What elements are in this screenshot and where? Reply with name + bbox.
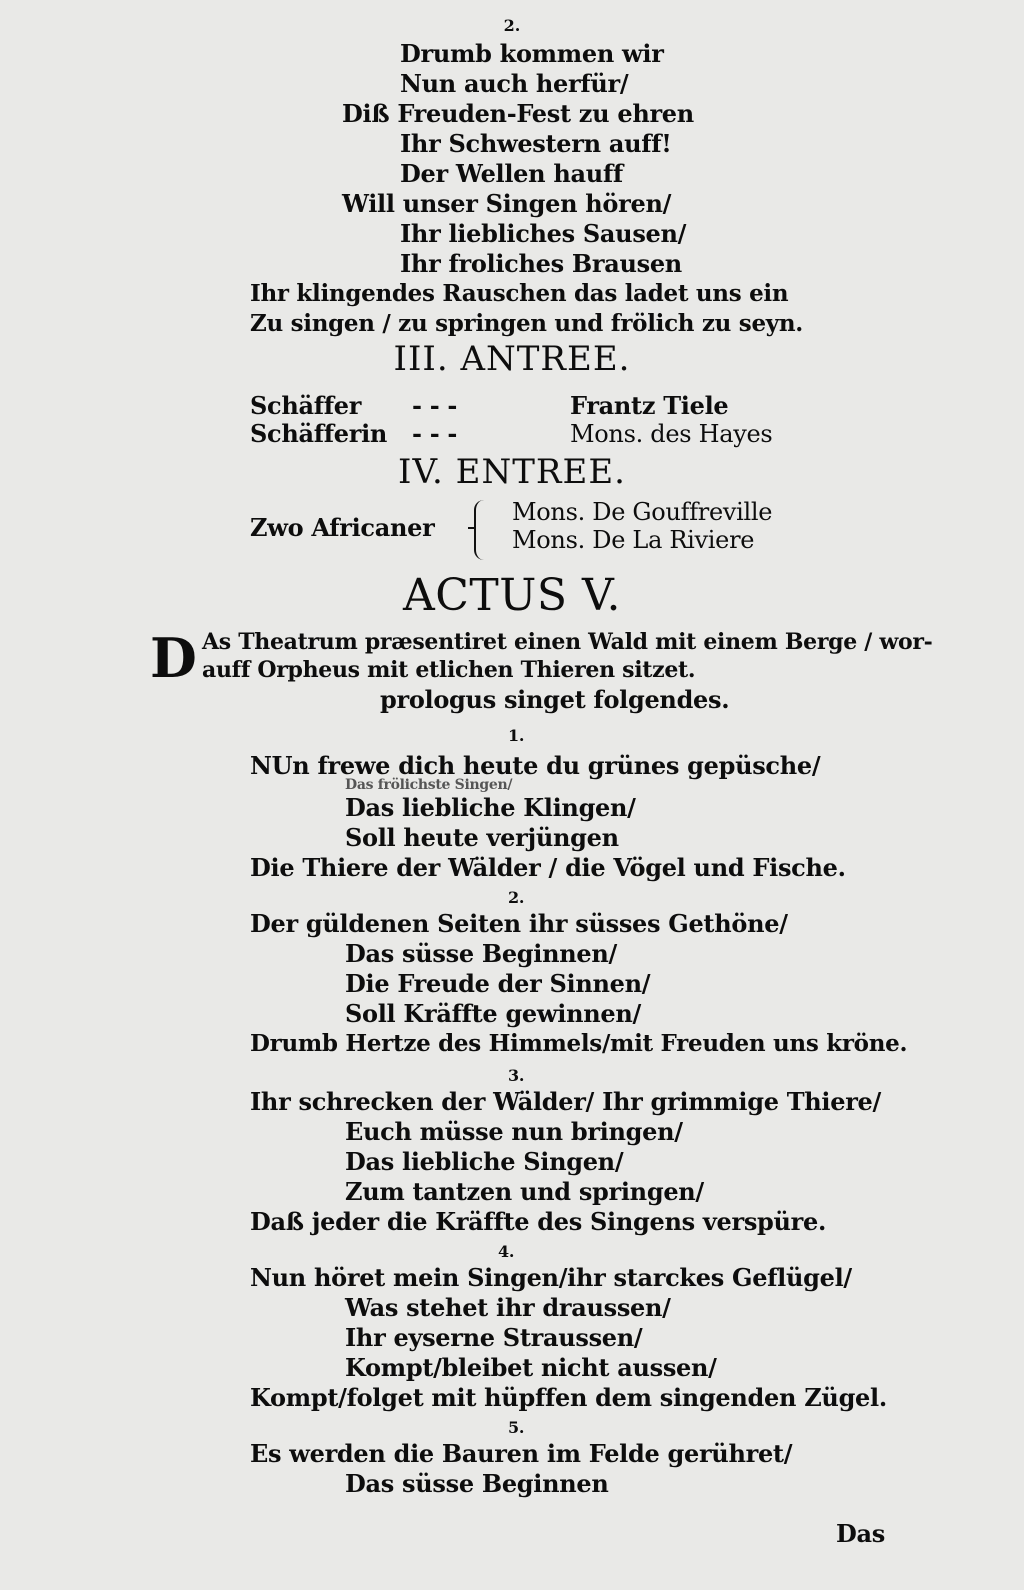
stanza-line: Nun höret mein Singen/ihr starckes Geflügel/ [250, 1263, 852, 1292]
stanza-line: Was stehet ihr draussen/ [345, 1293, 671, 1322]
song-line: Zu singen / zu springen und frölich zu seyn. [250, 310, 803, 337]
stage-direction: auff Orpheus mit etlichen Thieren sitzet. [202, 657, 696, 683]
cast-name: Frantz Tiele [570, 391, 729, 420]
stanza-line: Soll heute verjüngen [345, 823, 619, 852]
song-line: Will unser Singen hören/ [342, 189, 672, 218]
drop-cap: D [150, 626, 197, 690]
stanza-line: Der güldenen Seiten ihr süsses Gethöne/ [250, 909, 788, 938]
cast-role: Schäffer [250, 391, 362, 420]
stanza-number: 5. [508, 1418, 525, 1437]
cast-dots: - - - [412, 391, 458, 420]
song-line: Nun auch herfür/ [400, 69, 629, 98]
section-heading: IV. ENTREE. [398, 452, 626, 492]
stanza-line: Die Thiere der Wälder / die Vögel und Fische. [250, 853, 846, 882]
stanza-line: Ihr eyserne Straussen/ [345, 1323, 643, 1352]
cast-name: Mons. des Hayes [570, 420, 773, 448]
stanza-line: Ihr schrecken der Wälder/ Ihr grimmige Thiere/ [250, 1087, 881, 1116]
stanza-line: Das süsse Beginnen/ [345, 939, 617, 968]
stanza-line: Drumb Hertze des Himmels/mit Freuden uns kröne. [250, 1030, 908, 1057]
song-line: Ihr klingendes Rauschen das ladet uns ein [250, 280, 789, 307]
song-line: Der Wellen hauff [400, 159, 623, 188]
cast-dots: - - - [412, 419, 458, 448]
stanza-line: Das liebliche Klingen/ [345, 793, 636, 822]
stanza-line: Daß jeder die Kräffte des Singens verspüre. [250, 1207, 827, 1236]
stanza-number: 4. [498, 1242, 515, 1261]
stanza-line: Kompt/folget mit hüpffen dem singenden Zügel. [250, 1383, 887, 1412]
song-line: Ihr froliches Brausen [400, 249, 682, 278]
brace [474, 500, 486, 560]
section-heading: III. ANTREE. [393, 339, 631, 379]
stanza-line: Das frölichste Singen/ [345, 777, 513, 793]
stanza-number: 3. [508, 1066, 525, 1085]
stanza-number: 1. [508, 726, 525, 745]
stanza-line: Das liebliche Singen/ [345, 1147, 624, 1176]
song-line: Drumb kommen wir [400, 39, 664, 68]
song-line: Ihr liebliches Sausen/ [400, 219, 687, 248]
stanza-line: Euch müsse nun bringen/ [345, 1117, 683, 1146]
cast-name: Mons. De Gouffreville [512, 498, 773, 526]
catchword: Das [836, 1519, 885, 1548]
cast-role: Zwo Africaner [250, 513, 435, 542]
act-heading: ACTUS V. [402, 570, 622, 621]
stanza-line: Es werden die Bauren im Felde gerühret/ [250, 1439, 793, 1468]
stanza-line: Kompt/bleibet nicht aussen/ [345, 1353, 717, 1382]
stanza-line: NUn frewe dich heute du grünes gepüsche/ [250, 751, 821, 780]
stage-direction: prologus singet folgendes. [380, 685, 730, 714]
stage-direction: As Theatrum præsentiret einen Wald mit einem Berge / wor- [202, 629, 933, 655]
cast-name: Mons. De La Riviere [512, 526, 755, 554]
stanza-number: 2. [508, 888, 525, 907]
song-line: Diß Freuden-Fest zu ehren [342, 99, 694, 128]
stanza-line: Das süsse Beginnen [345, 1469, 609, 1498]
stanza-line: Soll Kräffte gewinnen/ [345, 999, 641, 1028]
stanza-line: Zum tantzen und springen/ [345, 1177, 704, 1206]
page-number: 2. [503, 16, 521, 35]
stanza-line: Die Freude der Sinnen/ [345, 969, 651, 998]
song-line: Ihr Schwestern auff! [400, 129, 672, 158]
cast-role: Schäfferin [250, 419, 388, 448]
